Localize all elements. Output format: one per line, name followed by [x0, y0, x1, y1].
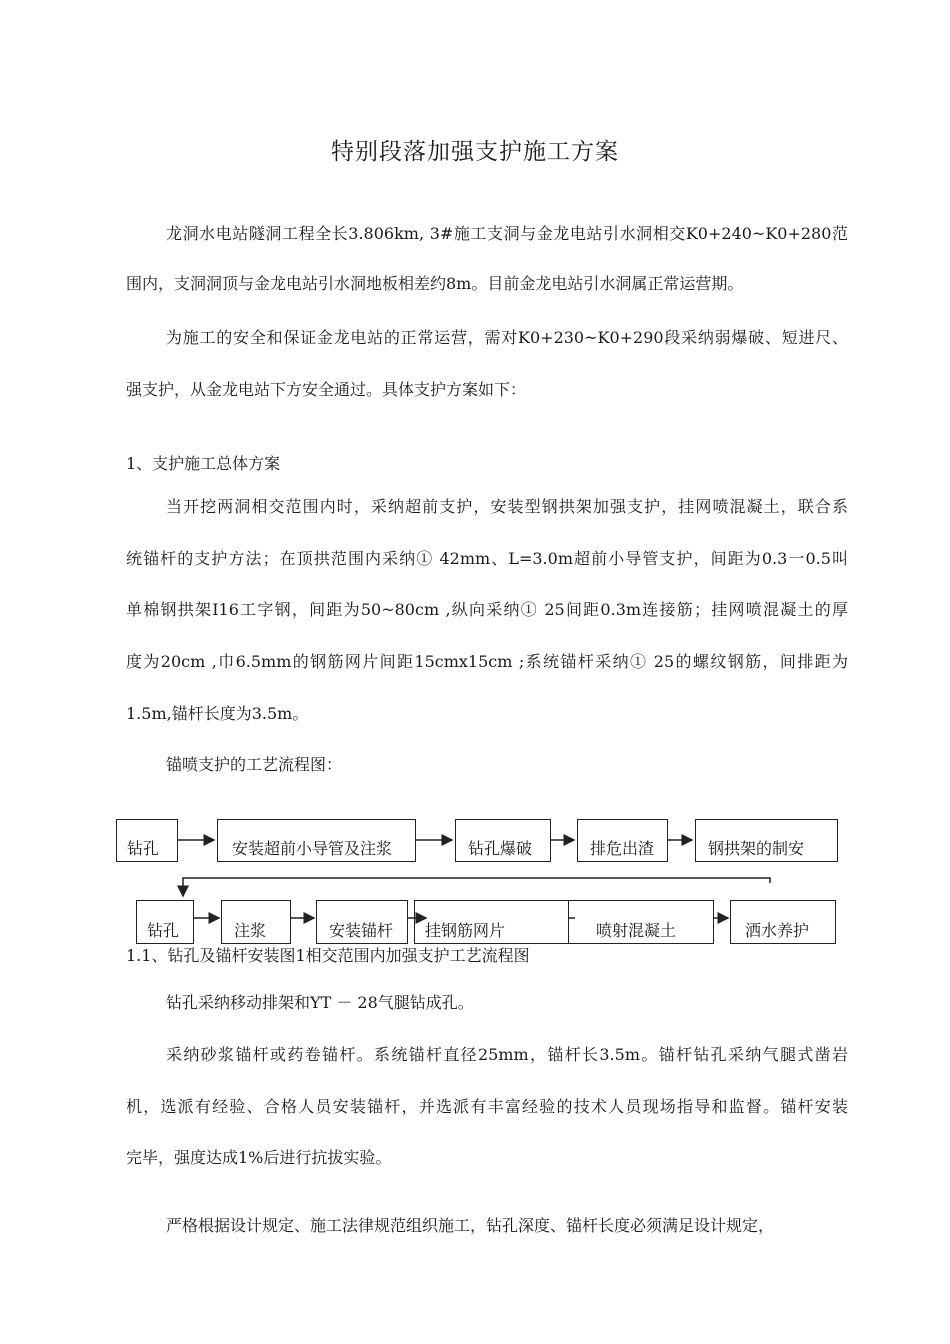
para5-line1: 采纳砂浆锚杆或药卷锚杆。系统锚杆直径25mm，锚杆长3.5m。锚杆钻孔采纳气腿式凿岩 [166, 1045, 848, 1064]
flowchart-intro: 锚喷支护的工艺流程图： [166, 755, 343, 774]
document-title: 特别段落加强支护施工方案 [331, 139, 619, 165]
para2-line1: 为施工的安全和保证金龙电站的正常运营，需对K0+230~K0+290段采纳弱爆破、短进尺、 [166, 328, 848, 347]
para3-line3: 单棉钢拱架I16工字钢，间距为50~80cm ,纵向采纳① 25间距0.3m连接筋；挂网喷混凝土的厚 [126, 600, 848, 619]
flow-box-label: 钻孔 [147, 921, 180, 940]
flow-box-label: 喷射混凝土 [596, 921, 677, 940]
para4: 钻孔采纳移动排架和YT － 28气腿钻成孔。 [166, 993, 474, 1012]
flow-box-label: 洒水养护 [745, 921, 810, 940]
flow-box-label: 注浆 [234, 921, 267, 940]
section-heading-1: 1、支护施工总体方案 [126, 454, 281, 473]
connector-arrow [183, 878, 770, 896]
flow-box-label: 安装超前小导管及注浆 [232, 839, 393, 858]
para1-line2: 围内，支洞洞顶与金龙电站引水洞地板相差约8m。目前金龙电站引水洞属正常运营期。 [126, 274, 744, 293]
flow-box-label: 安装锚杆 [329, 921, 394, 940]
flow-box-label: 钢拱架的制安 [708, 839, 805, 858]
para6: 严格根据设计规定、施工法律规范组织施工，钻孔深度、锚杆长度必须满足设计规定， [166, 1216, 775, 1235]
para5-line2: 机，选派有经验、合格人员安装锚杆，并选派有丰富经验的技术人员现场指导和监督。锚杆安装 [126, 1097, 848, 1116]
flow-box-label: 钻孔爆破 [468, 839, 533, 858]
para2-line2: 强支护，从金龙电站下方安全通过。具体支护方案如下： [126, 380, 527, 399]
para5-line3: 完毕，强度达成1%后进行抗拔实验。 [126, 1148, 392, 1167]
para3-line5: 1.5m,锚杆长度为3.5m。 [126, 704, 309, 723]
flow-box-label: 排危出渣 [590, 839, 655, 858]
flow-box-label: 挂钢筋网片 [425, 921, 506, 940]
flow-box-label: 钻孔 [127, 839, 160, 858]
para3-line4: 度为20cm ,巾6.5mm的钢筋网片间距15cmx15cm ;系统锚杆采纳① 25的螺纹钢筋，间排距为 [126, 652, 848, 671]
para3-line1: 当开挖两洞相交范围内时，采纳超前支护，安装型钢拱架加强支护，挂网喷混凝土，联合系 [166, 497, 848, 516]
para3-line2: 统锚杆的支护方法；在顶拱范围内采纳① 42mm、L=3.0m超前小导管支护，间距为0.3一0.5叫 [126, 549, 848, 568]
para1-line1: 龙洞水电站隧洞工程全长3.806km, 3#施工支洞与金龙电站引水洞相交K0+240~K0+280范 [166, 224, 848, 243]
figure-caption: 1.1、钻孔及锚杆安装图1相交范围内加强支护工艺流程图 [126, 946, 530, 965]
